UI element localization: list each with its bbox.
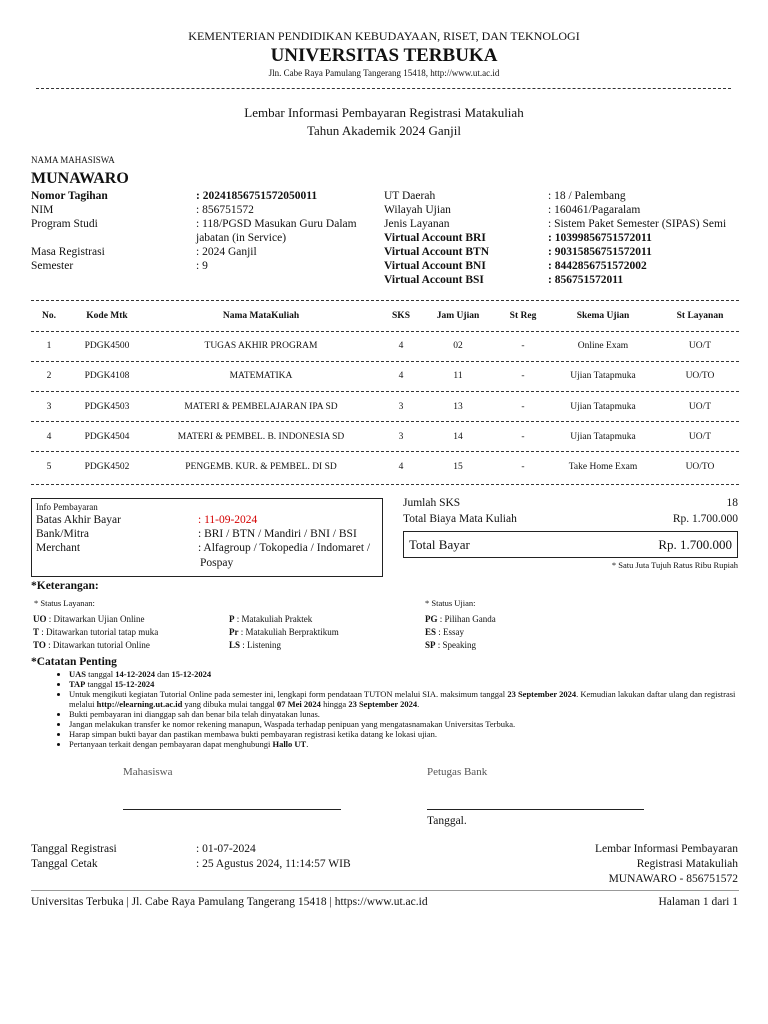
value-nomor-tagihan: : 20241856751572050011 (196, 190, 318, 202)
label-masa-registrasi: Masa Registrasi (31, 246, 105, 258)
value-masa-registrasi: : 2024 Ganjil (196, 246, 257, 258)
footer-address: Universitas Terbuka | Jl. Cabe Raya Pamulang Tangerang 15418 | https://www.ut.ac.id (31, 896, 428, 908)
legend-code: T (33, 627, 40, 637)
tuton-text5: . (417, 699, 420, 709)
header-divider (36, 88, 731, 89)
list-item (69, 739, 739, 749)
label-jenis-layanan: Jenis Layanan (384, 218, 450, 230)
keterangan-title: *Keterangan: (31, 580, 99, 592)
cell-sks: 4 (398, 341, 404, 351)
document-title: Lembar Informasi Pembayaran Registrasi Matakuliah (244, 105, 524, 120)
legend-code: SP (425, 640, 436, 650)
cell-st-reg: - (521, 341, 525, 351)
value-nim: : 856751572 (196, 204, 254, 216)
ministry-name: KEMENTERIAN PENDIDIKAN KEBUDAYAAN, RISET, DAN TEKNOLOGI (188, 29, 580, 43)
contact-text: Pertanyaan terkait dengan pembayaran dapat menghubungi (69, 739, 273, 749)
cell-skema: Ujian Tatapmuka (570, 371, 636, 381)
amount-in-words: * Satu Juta Tujuh Ratus Ribu Rupiah (611, 560, 738, 570)
course-cost-value: Rp. 1.700.000 (672, 513, 738, 525)
cell-nama: TUGAS AKHIR PROGRAM (204, 341, 318, 351)
sks-total-value: 18 (726, 497, 738, 509)
cell-jam: 13 (453, 402, 463, 412)
merchant-value-cont: Pospay (200, 557, 234, 569)
cell-sks: 4 (398, 462, 404, 472)
student-info-left (31, 190, 376, 274)
cell-layanan: UO/T (688, 432, 712, 442)
value-program-studi: : 118/PGSD Masukan Guru Dalam (196, 218, 357, 230)
bank-value: : BRI / BTN / Mandiri / BNI / BSI (198, 528, 357, 540)
cell-sks: 3 (398, 402, 404, 412)
label-semester: Semester (31, 260, 74, 272)
cell-nama: MATERI & PEMBEL. B. INDONESIA SD (177, 432, 345, 442)
label-va-btn: Virtual Account BTN (384, 246, 489, 258)
legend-text: : Essay (436, 627, 465, 637)
uas-label: UAS (69, 669, 87, 679)
col-nama: Nama MataKuliah (222, 311, 300, 321)
list-item (69, 679, 739, 689)
value-program-studi-cont: jabatan (in Service) (196, 232, 287, 244)
total-bayar-box (403, 531, 738, 558)
label-program-studi: Program Studi (31, 218, 98, 230)
status-ujian-title: * Status Ujian: (425, 598, 476, 608)
row-divider (31, 421, 739, 422)
value-va-bni: : 8442856751572002 (548, 260, 647, 272)
uas-date1: 14-12-2024 (115, 669, 155, 679)
catatan-list (31, 669, 739, 749)
cell-st-reg: - (521, 371, 525, 381)
total-bayar-label: Total Bayar (409, 537, 470, 552)
table-top-divider (31, 300, 739, 301)
print-date-value: : 25 Agustus 2024, 11:14:57 WIB (196, 858, 351, 870)
col-jam-ujian: Jam Ujian (436, 311, 480, 321)
table-bottom-divider (31, 484, 739, 485)
cell-layanan: UO/T (688, 341, 712, 351)
cell-nama: PENGEMB. KUR. & PEMBEL. DI SD (185, 462, 337, 472)
cell-kode: PDGK4108 (84, 371, 130, 381)
cell-kode: PDGK4500 (84, 341, 130, 351)
cell-st-reg: - (521, 462, 525, 472)
cell-nama: MATEMATIKA (229, 371, 293, 381)
tap-label: TAP (69, 679, 86, 689)
label-ut-daerah: UT Daerah (384, 190, 436, 202)
value-ut-daerah: : 18 / Palembang (548, 190, 626, 202)
cell-skema: Ujian Tatapmuka (570, 402, 636, 412)
cell-skema: Take Home Exam (568, 462, 638, 472)
cell-no: 1 (46, 341, 52, 351)
row-divider (31, 361, 739, 362)
list-item (69, 669, 739, 679)
tuton-text2: . Kemudian lakukan daftar ulang dan registrasi melalui (69, 689, 736, 709)
student-name: MUNAWARO (31, 170, 129, 187)
page-number: Halaman 1 dari 1 (658, 896, 738, 908)
value-va-bri: : 10399856751572011 (548, 232, 652, 244)
value-semester: : 9 (196, 260, 208, 272)
tap-date: 15-12-2024 (114, 679, 155, 689)
label-va-bri: Virtual Account BRI (384, 232, 486, 244)
table-row (31, 371, 739, 385)
row-divider (31, 451, 739, 452)
list-item: • Jangan melakukan transfer ke nomor rekening manapun, Waspada terhadap penipuan yang mengatasnamakan Universitas Terbuka. (69, 719, 739, 729)
value-va-bsi: : 856751572011 (548, 274, 624, 286)
cell-st-reg: - (521, 402, 525, 412)
row-divider (31, 391, 739, 392)
cell-jam: 11 (453, 371, 463, 381)
legend-text: : Ditawarkan Ujian Online (46, 614, 145, 624)
merchant-label: Merchant (36, 542, 81, 554)
list-item: • Harap simpan bukti bayar dan pastikan membawa bukti pembayaran registrasi ketika datang ke lokasi ujian. (69, 729, 739, 739)
col-sks: SKS (392, 311, 410, 321)
cell-skema: Online Exam (577, 341, 629, 351)
tuton-text4: hingga (320, 699, 349, 709)
signature-student-label: Mahasiswa (123, 766, 173, 778)
university-address: Jln. Cabe Raya Pamulang Tangerang 15418, http://www.ut.ac.id (268, 68, 500, 78)
cell-no: 3 (46, 402, 52, 412)
legend-text: : Matakuliah Praktek (234, 614, 313, 624)
table-row (31, 432, 739, 446)
legend-text: : Speaking (435, 640, 477, 650)
legend-code: Pr (229, 627, 239, 637)
tap-text: tanggal (85, 679, 115, 689)
registration-date-value: : 01-07-2024 (196, 843, 256, 855)
legend-text: : Ditawarkan tutorial tatap muka (39, 627, 159, 637)
col-no: No. (42, 311, 56, 321)
tuton-date3: 23 September 2024 (348, 699, 418, 709)
value-wilayah-ujian: : 160461/Pagaralam (548, 204, 641, 216)
signature-bank-line (427, 809, 644, 810)
legend-code: TO (33, 640, 46, 650)
course-cost-label: Total Biaya Mata Kuliah (403, 513, 517, 525)
legend-ujian (425, 613, 496, 652)
legend-text: : Ditawarkan tutorial Online (45, 640, 150, 650)
cell-nama: MATERI & PEMBELAJARAN IPA SD (184, 402, 338, 412)
list-item (69, 689, 739, 709)
legend-layanan (33, 613, 158, 652)
registration-date-label: Tanggal Registrasi (31, 843, 117, 855)
cell-st-reg: - (521, 432, 525, 442)
catatan-title: *Catatan Penting (31, 656, 117, 668)
student-info-right (384, 190, 744, 288)
footer-doc-subtitle: Registrasi Matakuliah (636, 858, 738, 870)
footer-student-id: MUNAWARO - 856751572 (608, 873, 738, 885)
legend-code: ES (425, 627, 437, 637)
label-va-bsi: Virtual Account BSI (384, 274, 484, 286)
cell-no: 5 (46, 462, 52, 472)
elearning-link: http://elearning.ut.ac.id (96, 699, 183, 709)
sks-total-label: Jumlah SKS (403, 497, 461, 509)
cell-jam: 02 (453, 341, 463, 351)
uas-text: tanggal (86, 669, 116, 679)
cell-sks: 3 (398, 432, 404, 442)
label-nomor-tagihan: Nomor Tagihan (31, 190, 108, 202)
signature-date-label: Tanggal. (427, 815, 467, 827)
value-va-btn: : 90315856751572011 (548, 246, 652, 258)
signature-student-line (123, 809, 341, 810)
cell-kode: PDGK4502 (84, 462, 130, 472)
tuton-text: Untuk mengikuti kegiatan Tutorial Online pada semester ini, lengkapi form pendataan TUTON melalui SIA. maksimum tanggal (69, 689, 508, 699)
cell-jam: 15 (453, 462, 463, 472)
legend-code: UO (33, 614, 47, 624)
signature-bank-label: Petugas Bank (427, 766, 488, 778)
cell-layanan: UO/T (688, 402, 712, 412)
table-row (31, 402, 739, 416)
legend-text: : Listening (240, 640, 282, 650)
uas-and: dan (154, 669, 172, 679)
col-skema-ujian: Skema Ujian (576, 311, 630, 321)
cell-jam: 14 (453, 432, 463, 442)
uas-date2: 15-12-2024 (171, 669, 212, 679)
cell-skema: Ujian Tatapmuka (570, 432, 636, 442)
cell-no: 2 (46, 371, 52, 381)
status-layanan-title: * Status Layanan: (34, 598, 95, 608)
footer-divider (31, 890, 739, 891)
label-wilayah-ujian: Wilayah Ujian (384, 204, 451, 216)
legend-code: LS (229, 640, 241, 650)
legend-text: : Pilihan Ganda (437, 614, 496, 624)
tuton-date2: 07 Mei 2024 (277, 699, 321, 709)
col-st-reg: St Reg (509, 311, 537, 321)
cell-layanan: UO/TO (685, 371, 715, 381)
total-bayar-value: Rp. 1.700.000 (658, 537, 732, 552)
col-st-layanan: St Layanan (676, 311, 724, 321)
label-nim: NIM (31, 204, 54, 216)
value-jenis-layanan: : Sistem Paket Semester (SIPAS) Semi (548, 218, 727, 230)
deadline-value: : 11-09-2024 (198, 514, 258, 526)
merchant-value: : Alfagroup / Tokopedia / Indomaret / (198, 542, 371, 554)
cell-kode: PDGK4504 (84, 432, 130, 442)
legend-text: : Matakuliah Berpraktikum (238, 627, 339, 637)
legend-matakuliah (229, 613, 339, 652)
table-header (31, 311, 739, 325)
label-va-bni: Virtual Account BNI (384, 260, 486, 272)
contact-end: . (306, 739, 309, 749)
list-item: • Bukti pembayaran ini dianggap sah dan benar bila telah dinyatakan lunas. (69, 709, 739, 719)
university-name: UNIVERSITAS TERBUKA (270, 45, 498, 66)
payment-info-box (31, 498, 383, 577)
legend-code: PG (425, 614, 438, 624)
table-row (31, 341, 739, 355)
print-date-label: Tanggal Cetak (31, 858, 98, 870)
deadline-label: Batas Akhir Bayar (36, 514, 121, 526)
table-header-divider (31, 331, 739, 332)
tuton-text3: yang dibuka mulai tanggal (182, 699, 278, 709)
cell-layanan: UO/TO (685, 462, 715, 472)
hallo-ut: Hallo UT (272, 739, 307, 749)
table-row (31, 462, 739, 476)
cell-no: 4 (46, 432, 52, 442)
legend-code: P (229, 614, 235, 624)
academic-year: Tahun Akademik 2024 Ganjil (307, 123, 461, 138)
student-name-label: NAMA MAHASISWA (31, 155, 115, 165)
footer-doc-title: Lembar Informasi Pembayaran (594, 843, 738, 855)
cell-sks: 4 (398, 371, 404, 381)
payment-box-title: Info Pembayaran (36, 502, 98, 512)
cell-kode: PDGK4503 (84, 402, 130, 412)
tuton-date1: 23 September 2024 (507, 689, 577, 699)
col-kode: Kode Mtk (86, 311, 128, 321)
bank-label: Bank/Mitra (36, 528, 90, 540)
